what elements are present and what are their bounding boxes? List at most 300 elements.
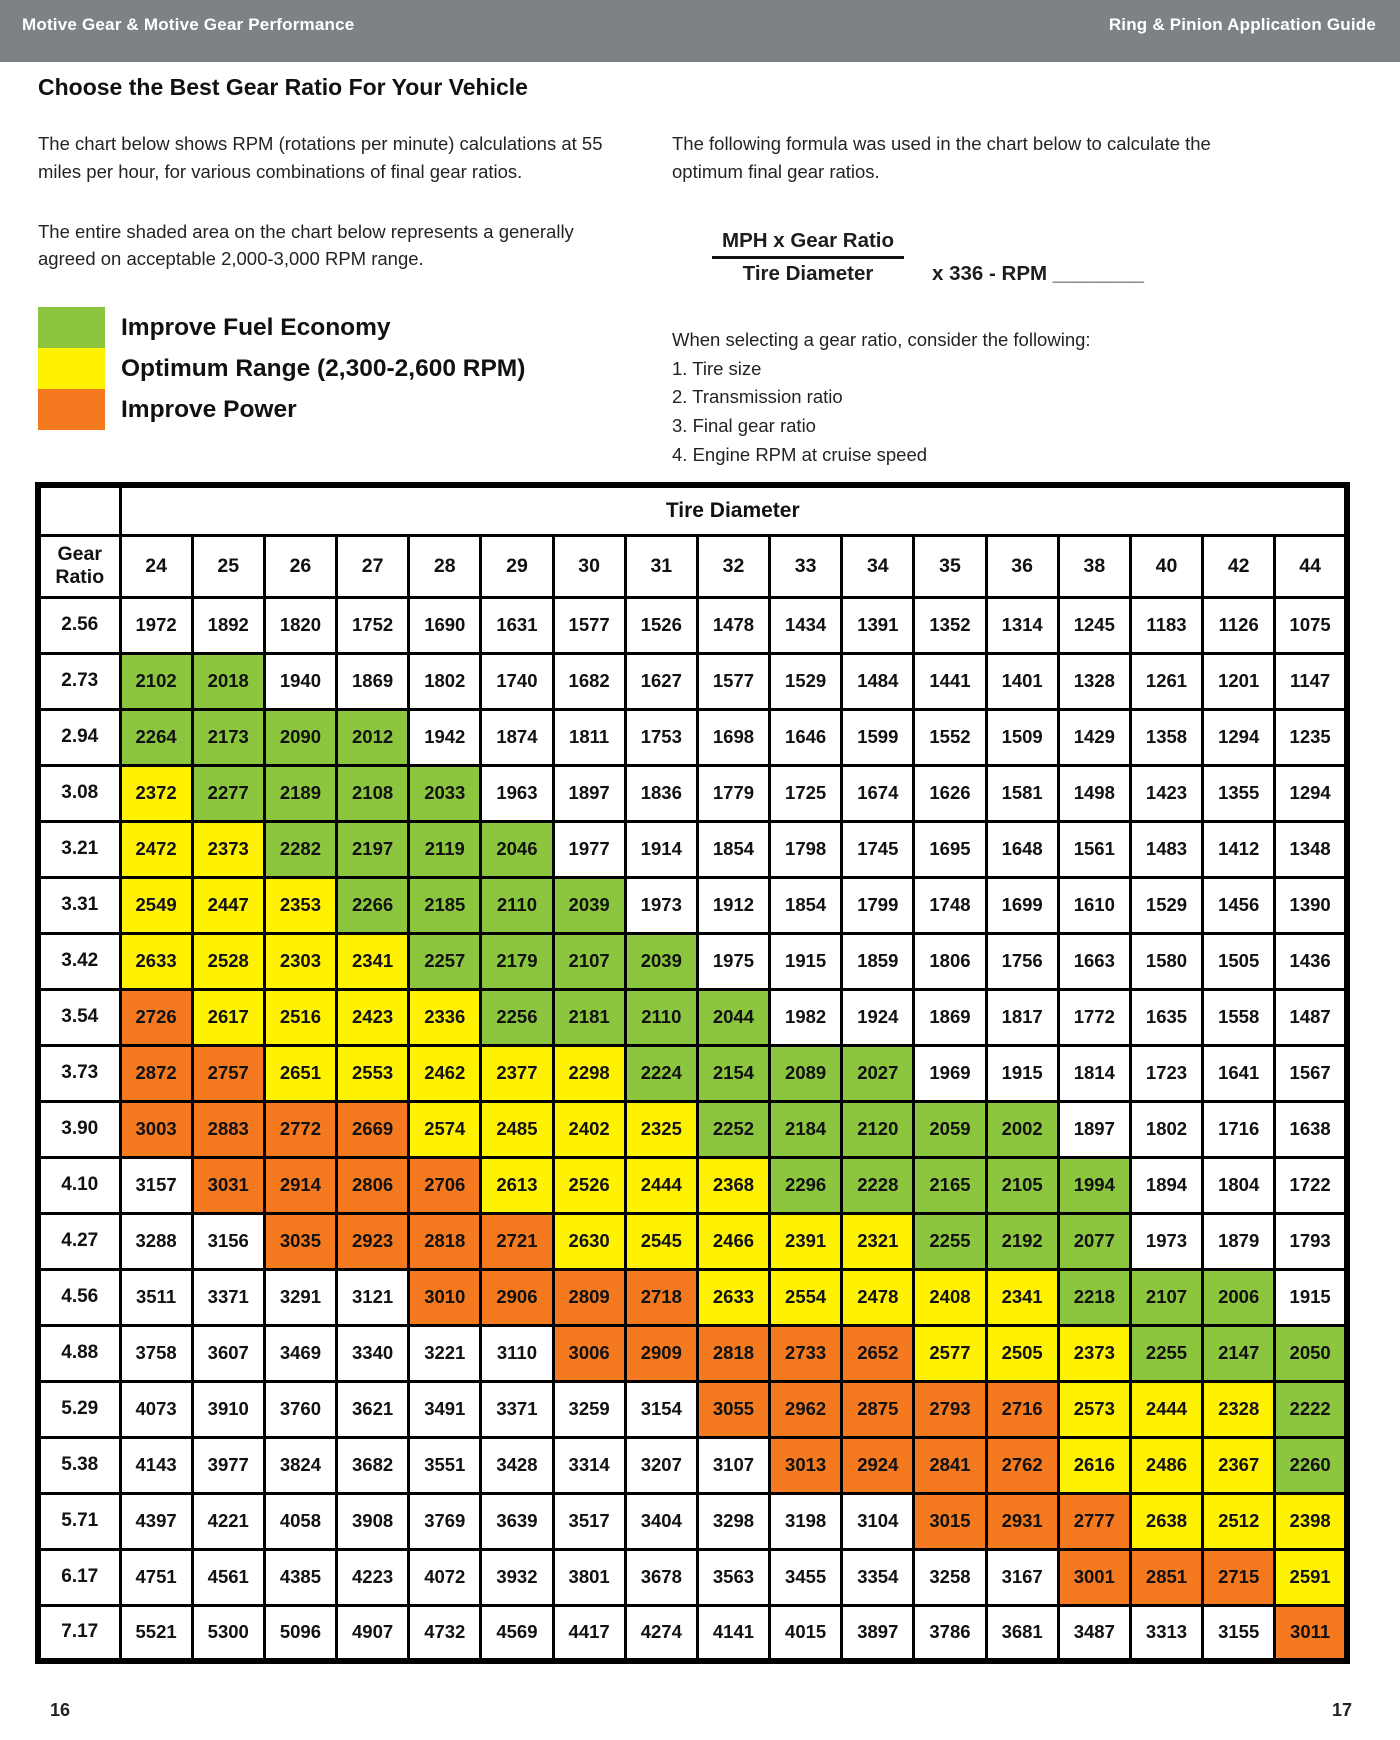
rpm-cell: 1529 [1130,877,1202,933]
rpm-cell: 1748 [914,877,986,933]
rpm-cell: 1897 [553,765,625,821]
rpm-cell: 2336 [409,989,481,1045]
rpm-cell: 3011 [1275,1605,1347,1661]
column-header-36: 36 [986,535,1058,597]
rpm-cell: 2545 [625,1213,697,1269]
ratio-cell: 2.73 [38,653,120,709]
rpm-cell: 2818 [697,1325,769,1381]
rpm-cell: 1799 [842,877,914,933]
rpm-cell: 5300 [192,1605,264,1661]
rpm-cell: 2298 [553,1045,625,1101]
rpm-cell: 1802 [409,653,481,709]
column-header-34: 34 [842,535,914,597]
rpm-cell: 2264 [120,709,192,765]
rpm-cell: 2423 [337,989,409,1045]
rpm-cell: 1690 [409,597,481,653]
rpm-cell: 1753 [625,709,697,765]
rpm-cell: 2367 [1203,1437,1275,1493]
rpm-cell: 1716 [1203,1101,1275,1157]
rpm-cell: 3455 [770,1549,842,1605]
rpm-cell: 3104 [842,1493,914,1549]
rpm-cell: 2266 [337,877,409,933]
ratio-cell: 3.73 [38,1045,120,1101]
rpm-cell: 2909 [625,1325,697,1381]
legend-label: Improve Fuel Economy [121,313,391,341]
rpm-cell: 2105 [986,1157,1058,1213]
rpm-cell: 4561 [192,1549,264,1605]
rpm-cell: 1802 [1130,1101,1202,1157]
rpm-cell: 1854 [770,877,842,933]
rpm-cell: 1963 [481,765,553,821]
rpm-cell: 3288 [120,1213,192,1269]
formula [712,226,1272,291]
rpm-cell: 2924 [842,1437,914,1493]
table-row-3.08 [38,765,1347,821]
rpm-cell: 2757 [192,1045,264,1101]
rpm-cell: 3258 [914,1549,986,1605]
rpm-cell: 1817 [986,989,1058,1045]
rpm-cell: 2189 [264,765,336,821]
rpm-cell: 3313 [1130,1605,1202,1661]
rpm-cell: 4569 [481,1605,553,1661]
ratio-cell: 3.21 [38,821,120,877]
rpm-cell: 3371 [481,1381,553,1437]
corner-cell [38,485,120,535]
rpm-cell: 1441 [914,653,986,709]
rpm-cell: 3157 [120,1157,192,1213]
rpm-cell: 2179 [481,933,553,989]
legend-swatch [38,348,105,389]
legend-swatch [38,389,105,430]
rpm-cell: 2630 [553,1213,625,1269]
rpm-cell: 2256 [481,989,553,1045]
rpm-cell: 3110 [481,1325,553,1381]
rpm-cell: 2184 [770,1101,842,1157]
rpm-cell: 2197 [337,821,409,877]
intro-paragraph-shaded: The entire shaded area on the chart below represents a generally agreed on acceptable 2,000-3,000 RPM range. [38,220,574,270]
rpm-cell: 1972 [120,597,192,653]
table-row-4.10 [38,1157,1347,1213]
rpm-cell: 1390 [1275,877,1347,933]
rpm-cell: 1412 [1203,821,1275,877]
ratio-cell: 6.17 [38,1549,120,1605]
rpm-cell: 2368 [697,1157,769,1213]
rpm-cell: 5521 [120,1605,192,1661]
rpm-cell: 1806 [914,933,986,989]
ratio-cell: 3.54 [38,989,120,1045]
table-row-6.17 [38,1549,1347,1605]
rpm-cell: 1423 [1130,765,1202,821]
rpm-cell: 4732 [409,1605,481,1661]
rpm-cell: 2931 [986,1493,1058,1549]
rpm-cell: 1201 [1203,653,1275,709]
rpm-cell: 1879 [1203,1213,1275,1269]
rpm-cell: 1752 [337,597,409,653]
rpm-cell: 2027 [842,1045,914,1101]
rpm-cell: 2651 [264,1045,336,1101]
rpm-cell: 2841 [914,1437,986,1493]
rpm-cell: 1294 [1275,765,1347,821]
rpm-cell: 2809 [553,1269,625,1325]
consideration-item: 1. Tire size [672,357,762,379]
rpm-cell: 2228 [842,1157,914,1213]
rpm-cell: 2577 [914,1325,986,1381]
rpm-cell: 1183 [1130,597,1202,653]
ratio-cell: 4.88 [38,1325,120,1381]
rpm-cell: 1328 [1058,653,1130,709]
rpm-cell: 2107 [1130,1269,1202,1325]
rpm-cell: 1391 [842,597,914,653]
rpm-cell: 3155 [1203,1605,1275,1661]
table-row-5.71 [38,1493,1347,1549]
rpm-cell: 2573 [1058,1381,1130,1437]
rpm-cell: 3121 [337,1269,409,1325]
rpm-cell: 1820 [264,597,336,653]
rpm-cell: 1940 [264,653,336,709]
rpm-cell: 2282 [264,821,336,877]
rpm-cell: 1641 [1203,1045,1275,1101]
rpm-cell: 2296 [770,1157,842,1213]
rpm-cell: 3404 [625,1493,697,1549]
rpm-cell: 2039 [553,877,625,933]
table-row-5.38 [38,1437,1347,1493]
rpm-cell: 2447 [192,877,264,933]
rpm-cell: 2914 [264,1157,336,1213]
rpm-cell: 1577 [553,597,625,653]
rpm-cell: 2108 [337,765,409,821]
rpm-cell: 2733 [770,1325,842,1381]
rpm-cell: 3932 [481,1549,553,1605]
rpm-cell: 2706 [409,1157,481,1213]
rpm-cell: 3107 [697,1437,769,1493]
table-row-2.73 [38,653,1347,709]
rpm-cell: 4223 [337,1549,409,1605]
rpm-cell: 2255 [914,1213,986,1269]
rpm-cell: 1804 [1203,1157,1275,1213]
rpm-cell: 2173 [192,709,264,765]
legend-item [38,389,628,430]
rpm-cell: 2962 [770,1381,842,1437]
rpm-cell: 2090 [264,709,336,765]
rpm-cell: 1869 [914,989,986,1045]
rpm-cell: 2377 [481,1045,553,1101]
rpm-cell: 1627 [625,653,697,709]
rpm-cell: 2039 [625,933,697,989]
rpm-cell: 1914 [625,821,697,877]
rpm-cell: 1977 [553,821,625,877]
rpm-cell: 1261 [1130,653,1202,709]
rpm-cell: 2002 [986,1101,1058,1157]
rpm-cell: 2102 [120,653,192,709]
rpm-cell: 3340 [337,1325,409,1381]
page-number-left: 16 [50,1700,71,1720]
rpm-cell: 3551 [409,1437,481,1493]
rpm-cell: 2777 [1058,1493,1130,1549]
table-row-3.21 [38,821,1347,877]
ratio-cell: 4.10 [38,1157,120,1213]
rpm-cell: 2107 [553,933,625,989]
rpm-cell: 2444 [1130,1381,1202,1437]
rpm-cell: 3207 [625,1437,697,1493]
rpm-cell: 1698 [697,709,769,765]
rpm-cell: 3154 [625,1381,697,1437]
rpm-cell: 2154 [697,1045,769,1101]
rpm-cell: 3259 [553,1381,625,1437]
rpm-cell: 2373 [192,821,264,877]
rpm-cell: 4143 [120,1437,192,1493]
rpm-cell: 3639 [481,1493,553,1549]
ratio-cell: 7.17 [38,1605,120,1661]
rpm-cell: 1942 [409,709,481,765]
rpm-cell: 3824 [264,1437,336,1493]
rpm-cell: 1509 [986,709,1058,765]
formula-suffix: x 336 - RPM ________ [932,262,1145,285]
legend-item [38,348,628,389]
rpm-cell: 1581 [986,765,1058,821]
rpm-cell: 1975 [697,933,769,989]
rpm-cell: 2033 [409,765,481,821]
rpm-cell: 2147 [1203,1325,1275,1381]
page-number-right: 17 [1332,1700,1353,1720]
rpm-cell: 3156 [192,1213,264,1269]
column-header-28: 28 [409,535,481,597]
rpm-cell: 2325 [625,1101,697,1157]
column-header-33: 33 [770,535,842,597]
rpm-cell: 1487 [1275,989,1347,1045]
rpm-cell: 1561 [1058,821,1130,877]
formula-numerator: MPH x Gear Ratio [722,228,895,252]
rpm-cell: 3013 [770,1437,842,1493]
rpm-cell: 1294 [1203,709,1275,765]
rpm-cell: 2554 [770,1269,842,1325]
page-title: Choose the Best Gear Ratio For Your Vehicle [38,74,528,100]
ratio-cell: 5.29 [38,1381,120,1437]
table-row-3.42 [38,933,1347,989]
rpm-cell: 1484 [842,653,914,709]
rpm-cell: 3354 [842,1549,914,1605]
rpm-cell: 2224 [625,1045,697,1101]
rpm-cell: 3786 [914,1605,986,1661]
rpm-cell: 2462 [409,1045,481,1101]
rpm-cell: 1915 [1275,1269,1347,1325]
rpm-cell: 1969 [914,1045,986,1101]
rpm-cell: 1874 [481,709,553,765]
tire-diameter-header: Tire Diameter [120,485,1347,535]
column-header-44: 44 [1275,535,1347,597]
rpm-cell: 1674 [842,765,914,821]
rpm-cell: 1314 [986,597,1058,653]
rpm-cell: 2165 [914,1157,986,1213]
rpm-cell: 4221 [192,1493,264,1549]
rpm-cell: 2716 [986,1381,1058,1437]
rpm-cell: 1973 [1130,1213,1202,1269]
rpm-cell: 1529 [770,653,842,709]
rpm-cell: 2402 [553,1101,625,1157]
rpm-cell: 1814 [1058,1045,1130,1101]
considerations-list [672,355,1272,470]
rpm-cell: 2652 [842,1325,914,1381]
table-row-3.73 [38,1045,1347,1101]
gear-ratio-header: Gear Ratio [38,535,120,597]
column-header-40: 40 [1130,535,1202,597]
rpm-cell: 1740 [481,653,553,709]
rpm-cell: 2260 [1275,1437,1347,1493]
intro-right-column [672,130,1272,469]
rpm-cell: 1699 [986,877,1058,933]
rpm-cell: 2192 [986,1213,1058,1269]
rpm-cell: 1973 [625,877,697,933]
ratio-cell: 3.08 [38,765,120,821]
rpm-cell: 1358 [1130,709,1202,765]
table-row-2.94 [38,709,1347,765]
intro-paragraph-formula: The following formula was used in the chart below to calculate the optimum final gear ratios. [672,133,1211,182]
rpm-cell: 3167 [986,1549,1058,1605]
rpm-cell: 3682 [337,1437,409,1493]
rpm-cell: 1577 [697,653,769,709]
rpm-cell: 2120 [842,1101,914,1157]
rpm-cell: 4751 [120,1549,192,1605]
rpm-cell: 1348 [1275,821,1347,877]
rpm-cell: 2277 [192,765,264,821]
rpm-cell: 1505 [1203,933,1275,989]
rpm-cell: 1599 [842,709,914,765]
rpm-cell: 1682 [553,653,625,709]
rpm-cell: 3003 [120,1101,192,1157]
rpm-cell: 2772 [264,1101,336,1157]
column-header-27: 27 [337,535,409,597]
consideration-item: 3. Final gear ratio [672,415,816,437]
ratio-cell: 3.31 [38,877,120,933]
rpm-cell: 4397 [120,1493,192,1549]
guide-title: Ring & Pinion Application Guide [1108,15,1376,34]
rpm-cell: 2721 [481,1213,553,1269]
ratio-cell: 4.27 [38,1213,120,1269]
column-header-31: 31 [625,535,697,597]
column-header-38: 38 [1058,535,1130,597]
rpm-cell: 1610 [1058,877,1130,933]
rpm-cell: 2516 [264,989,336,1045]
rpm-cell: 3298 [697,1493,769,1549]
consideration-item: 4. Engine RPM at cruise speed [672,443,928,465]
rpm-cell: 2762 [986,1437,1058,1493]
rpm-cell: 3055 [697,1381,769,1437]
rpm-cell: 2591 [1275,1549,1347,1605]
rpm-cell: 3428 [481,1437,553,1493]
rpm-cell: 2185 [409,877,481,933]
rpm-cell: 2883 [192,1101,264,1157]
rpm-cell: 3910 [192,1381,264,1437]
rpm-cell: 2669 [337,1101,409,1157]
column-header-30: 30 [553,535,625,597]
rpm-cell: 1526 [625,597,697,653]
table-row-3.31 [38,877,1347,933]
rpm-cell: 2923 [337,1213,409,1269]
column-header-35: 35 [914,535,986,597]
rpm-cell: 3371 [192,1269,264,1325]
rpm-cell: 1355 [1203,765,1275,821]
rpm-cell: 4907 [337,1605,409,1661]
brand-title: Motive Gear & Motive Gear Performance [22,15,355,34]
rpm-cell: 2638 [1130,1493,1202,1549]
rpm-cell: 3511 [120,1269,192,1325]
rpm-cell: 3006 [553,1325,625,1381]
rpm-cell: 2472 [120,821,192,877]
rpm-cell: 1912 [697,877,769,933]
rpm-cell: 1245 [1058,597,1130,653]
rpm-cell: 1854 [697,821,769,877]
rpm-cell: 2549 [120,877,192,933]
legend-label: Optimum Range (2,300-2,600 RPM) [121,354,526,382]
rpm-table [35,482,1350,1664]
rpm-cell: 2012 [337,709,409,765]
column-header-32: 32 [697,535,769,597]
rpm-cell: 2181 [553,989,625,1045]
rpm-cell: 2851 [1130,1549,1202,1605]
rpm-cell: 1352 [914,597,986,653]
rpm-cell: 3908 [337,1493,409,1549]
rpm-cell: 2613 [481,1157,553,1213]
rpm-cell: 3758 [120,1325,192,1381]
rpm-cell: 2110 [481,877,553,933]
rpm-cell: 3221 [409,1325,481,1381]
legend-item [38,307,628,348]
formula-fraction [712,226,904,291]
rpm-cell: 2341 [986,1269,1058,1325]
rpm-cell: 1558 [1203,989,1275,1045]
considerations [672,326,1272,469]
rpm-cell: 1723 [1130,1045,1202,1101]
rpm-cell: 4072 [409,1549,481,1605]
rpm-cell: 3621 [337,1381,409,1437]
rpm-cell: 3010 [409,1269,481,1325]
rpm-cell: 1434 [770,597,842,653]
rpm-cell: 1897 [1058,1101,1130,1157]
top-bar [0,0,1400,62]
rpm-cell: 1994 [1058,1157,1130,1213]
rpm-cell: 1756 [986,933,1058,989]
intro-paragraph-rpm: The chart below shows RPM (rotations per minute) calculations at 55 miles per hour, for various combinations of final gear ratios. [38,133,603,182]
consideration-item: 2. Transmission ratio [672,386,843,408]
rpm-cell: 3198 [770,1493,842,1549]
table-row-7.17 [38,1605,1347,1661]
rpm-table-head [38,485,1347,597]
rpm-cell: 2044 [697,989,769,1045]
ratio-cell: 2.56 [38,597,120,653]
column-header-24: 24 [120,535,192,597]
column-header-25: 25 [192,535,264,597]
rpm-cell: 2505 [986,1325,1058,1381]
rpm-cell: 2328 [1203,1381,1275,1437]
rpm-cell: 5096 [264,1605,336,1661]
rpm-cell: 3314 [553,1437,625,1493]
rpm-cell: 1772 [1058,989,1130,1045]
rpm-cell: 1915 [986,1045,1058,1101]
rpm-cell: 2372 [120,765,192,821]
considerations-intro: When selecting a gear ratio, consider the following: [672,329,1091,350]
rpm-cell: 1793 [1275,1213,1347,1269]
rpm-cell: 2089 [770,1045,842,1101]
rpm-cell: 1894 [1130,1157,1202,1213]
rpm-cell: 2633 [120,933,192,989]
ratio-cell: 3.90 [38,1101,120,1157]
rpm-cell: 1126 [1203,597,1275,653]
rpm-cell: 3491 [409,1381,481,1437]
legend-swatch [38,307,105,348]
rpm-cell: 2466 [697,1213,769,1269]
table-row-4.88 [38,1325,1347,1381]
rpm-cell: 2633 [697,1269,769,1325]
rpm-cell: 1836 [625,765,697,821]
